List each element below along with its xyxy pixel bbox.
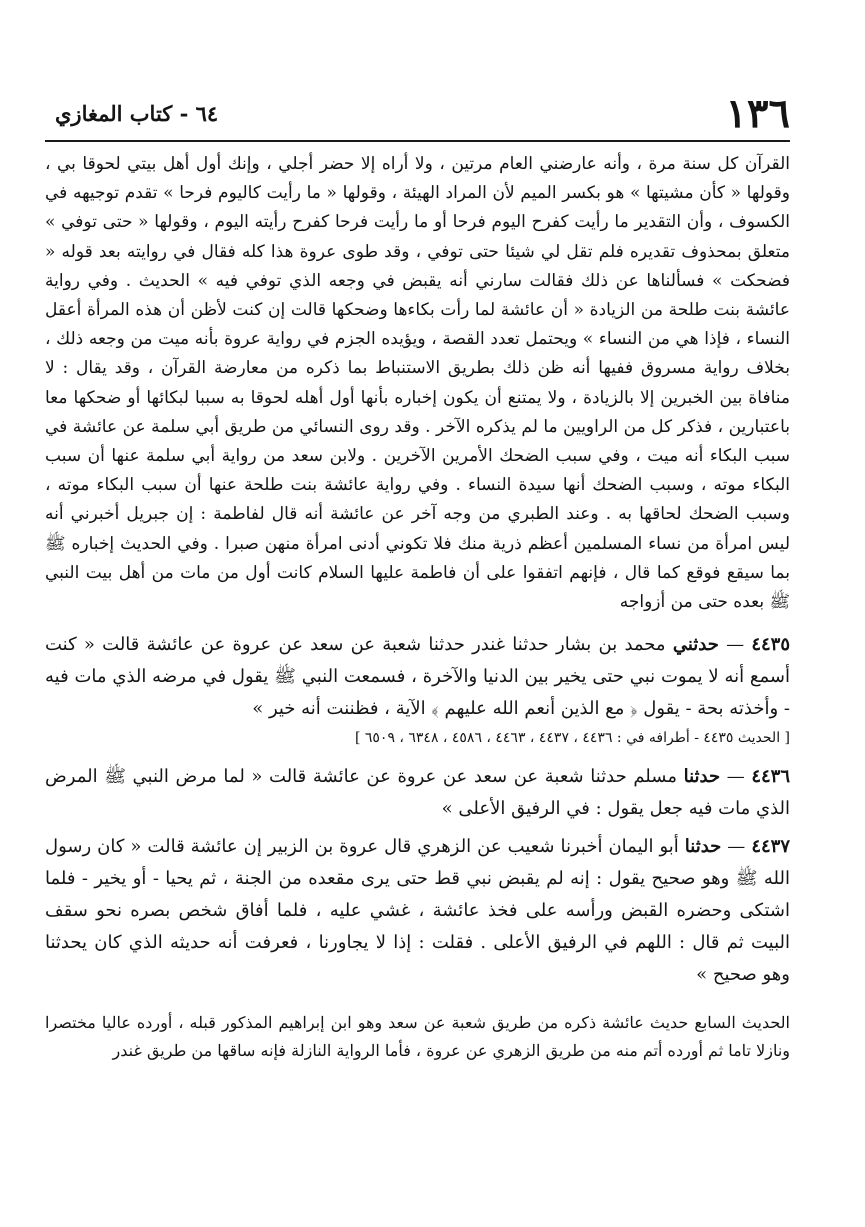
commentary-bottom: الحديث السابع حديث عائشة ذكره من طريق شعبة عن سعد وهو ابن إبراهيم المذكور قبله ، أورده عاليا مختصرا ونازلا تاما ثم أورده أتم منه من طريق الزهري عن عروة ، فأما الرواية النازلة فإنه ساقها من طريق غندر — [45, 1013, 790, 1061]
page-header — [45, 90, 790, 142]
hadith-4437: ٤٤٣٧ — حدثنا أبو اليمان أخبرنا شعيب عن الزهري قال عروة بن الزبير إن عائشة قالت « كان رسول الله ﷺ وهو صحيح يقول : إنه لم يقبض نبي قط حتى يرى مقعده من الجنة ، ثم يحيا - أو يخير - فلما اشتكى وحضره القبض ورأسه على فخذ عائشة ، غشي عليه ، فلما أفاق شخص بصره نحو سقف البيت ثم قال : اللهم في الرفيق الأعلى . فقلت : إذا لا يجاورنا ، فعرفت أنه حديثه الذي كان يحدثنا وهو صحيح » — [45, 836, 790, 986]
page-body — [45, 150, 790, 1065]
hadith-text: أبو اليمان أخبرنا شعيب عن الزهري قال عروة بن الزبير إن عائشة قالت « كان رسول الله ﷺ وهو صحيح يقول : إنه لم يقبض نبي قط حتى يرى مقعده من الجنة ، ثم يحيا - أو يخير - فلما اشتكى وحضره القبض ورأسه على فخذ عائشة ، غشي عليه ، فلما أفاق شخص بصره نحو سقف البيت ثم قال : اللهم في الرفيق الأعلى . فقلت : إذا لا يجاورنا ، فعرفت أنه حديثه الذي كان يحدثنا وهو صحيح » — [45, 836, 790, 986]
hadith-refs: [ الحديث ٤٤٣٥ - أطرافه في : ٤٤٣٦ ، ٤٤٣٧ ، ٤٤٦٣ ، ٤٥٨٦ ، ٦٣٤٨ ، ٦٥٠٩ ] — [354, 730, 790, 747]
hadith-opener: حدثنا — [683, 766, 721, 788]
hadith-4435: ٤٤٣٥ — حدثني محمد بن بشار حدثنا غندر حدثنا شعبة عن سعد عن عروة عن عائشة قالت « كنت أسمع أنه لا يموت نبي حتى يخير بين الدنيا والآخرة ، فسمعت النبي ﷺ يقول في مرضه الذي مات فيه - وأخذته بحة - يقول ﴿ مع الذين أنعم الله عليهم ﴾ الآية ، فظننت أنه خير » — [45, 634, 790, 720]
hadith-number: ٤٤٣٦ — [751, 766, 790, 788]
hadith-number: ٤٤٣٥ — [751, 634, 790, 656]
hadith-text: مسلم حدثنا شعبة عن سعد عن عروة عن عائشة قالت « لما مرض النبي ﷺ المرض الذي مات فيه جعل يقول : في الرفيق الأعلى » — [45, 766, 790, 820]
hadith-opener: حدثنا — [684, 836, 722, 858]
page-number: ١٣٦ — [725, 90, 790, 137]
hadith-opener: حدثني — [672, 634, 719, 656]
running-title: ٦٤ - كتاب المغازي — [55, 101, 219, 126]
hadith-4436: ٤٤٣٦ — حدثنا مسلم حدثنا شعبة عن سعد عن عروة عن عائشة قالت « لما مرض النبي ﷺ المرض الذي مات فيه جعل يقول : في الرفيق الأعلى » — [45, 766, 790, 820]
hadith-number: ٤٤٣٧ — [751, 836, 790, 858]
hadith-text: محمد بن بشار حدثنا غندر حدثنا شعبة عن سعد عن عروة عن عائشة قالت « كنت أسمع أنه لا يموت نبي حتى يخير بين الدنيا والآخرة ، فسمعت النبي ﷺ يقول في مرضه الذي مات فيه - وأخذته بحة - يقول ﴿ مع الذين أنعم الله عليهم ﴾ الآية ، فظننت أنه خير » — [45, 634, 790, 720]
commentary-top: القرآن كل سنة مرة ، وأنه عارضني العام مرتين ، ولا أراه إلا حضر أجلي ، وإنك أول أهل بيتي لحوقا بي ، وقولها « كأن مشيتها » هو بكسر الميم لأن المراد الهيئة ، وقولها « ما رأيت كاليوم فرحا » تقدم توجيهه في الكسوف ، وأن التقدير ما رأيت كفرح اليوم فرحا أو ما رأيت فرحا كفرح رأيته اليوم ، وقولها « حتى توفي » متعلق بمحذوف تقديره فلم تقل لي شيئا حتى توفي ، وقد طوى عروة هذا كله فقال في روايته بعد قوله « فضحكت » فسألناها عن ذلك فقالت سارني أنه يقبض في وجعه الذي توفي فيه » الحديث . وفي رواية عائشة بنت طلحة من الزيادة « أن عائشة لما رأت بكاءها وضحكها قالت إن كنت لأظن أن هذه المرأة أعقل النساء ، فإذا هي من النساء » ويحتمل تعدد القصة ، ويؤيده الجزم في رواية عروة بأنه ميت من وجعه ذلك ، بخلاف رواية مسروق ففيها أنه ظن ذلك بطريق الاستنباط بما ذكره من معارضة القرآن ، وقد يقال : لا منافاة بين الخبرين إلا بالزيادة ، ولا يمتنع أن يكون إخباره بأنها أول أهله لحوقا به سببا لبكائها أو ضحكها معا باعتبارين ، فذكر كل من الراويين ما لم يذكره الآخر . وقد روى النسائي من طريق أبي سلمة عن عائشة في سبب البكاء أنه ميت ، وفي سبب الضحك الأمرين الآخرين . ولابن سعد من رواية أبي سلمة عنها أن سبب البكاء موته ، وسبب الضحك أنها سيدة النساء . وفي رواية عائشة بنت طلحة عنها أن سبب البكاء موته ، وسبب الضحك لحاقها به . وعند الطبري من وجه آخر عن عائشة أنه قال لفاطمة : إن جبريل أخبرني أنه ليس امرأة من نساء المسلمين أعظم ذرية منك فلا تكوني أدنى امرأة منهن صبرا . وفي الحديث إخباره ﷺ بما سيقع فوقع كما قال ، فإنهم اتفقوا على أن فاطمة عليها السلام كانت أول من مات من أهل بيت النبي ﷺ بعده حتى من أزواجه — [45, 154, 790, 613]
